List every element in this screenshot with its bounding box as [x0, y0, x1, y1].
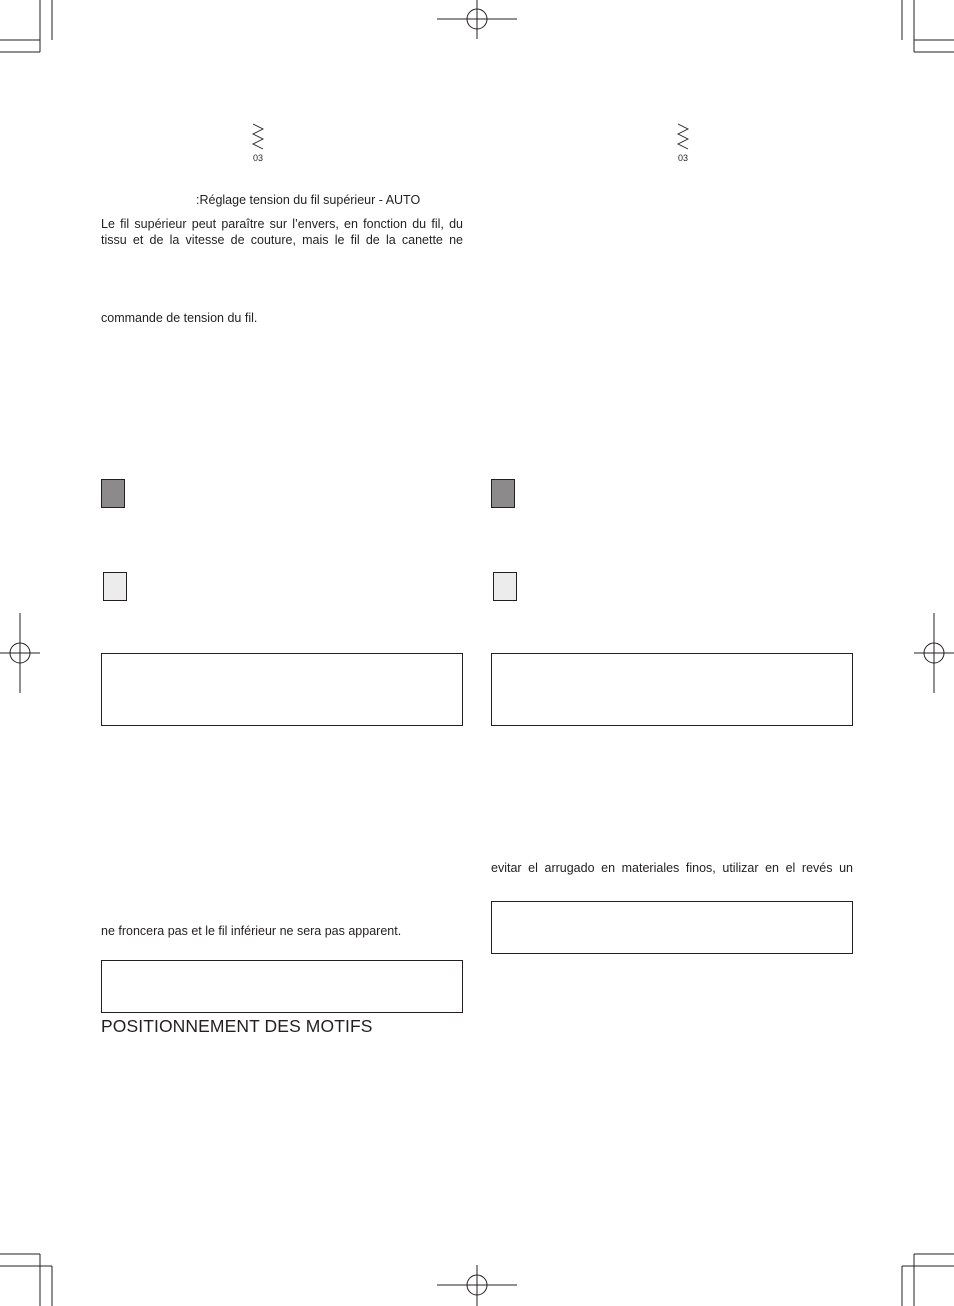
marker-square-light-right	[493, 572, 517, 601]
marker-square-dark-left	[101, 479, 125, 508]
zigzag-stitch-icon	[676, 122, 690, 152]
paragraph-line: commande de tension du fil.	[101, 311, 258, 325]
note-box-left-1	[101, 653, 463, 726]
tension-label: :Réglage tension du fil supérieur - AUTO	[196, 193, 421, 207]
paragraph-line: evitar el arrugado en materiales finos, utilizar en el revés un	[491, 861, 853, 875]
pattern-number-right: 03	[677, 153, 688, 163]
marker-square-dark-right	[491, 479, 515, 508]
marker-square-light-left	[103, 572, 127, 601]
note-box-left-2	[101, 960, 463, 1013]
pattern-number-left: 03	[252, 153, 263, 163]
paragraph-line: tissu et de la vitesse de couture, mais le fil de la canette ne	[101, 233, 463, 247]
note-box-right-1	[491, 653, 853, 726]
paragraph-line: ne froncera pas et le fil inférieur ne sera pas apparent.	[101, 924, 402, 938]
paragraph-line: Le fil supérieur peut paraître sur l’envers, en fonction du fil, du	[101, 217, 463, 231]
section-heading: POSITIONNEMENT DES MOTIFS	[101, 1016, 373, 1036]
note-box-right-2	[491, 901, 853, 954]
zigzag-stitch-icon	[251, 122, 265, 152]
